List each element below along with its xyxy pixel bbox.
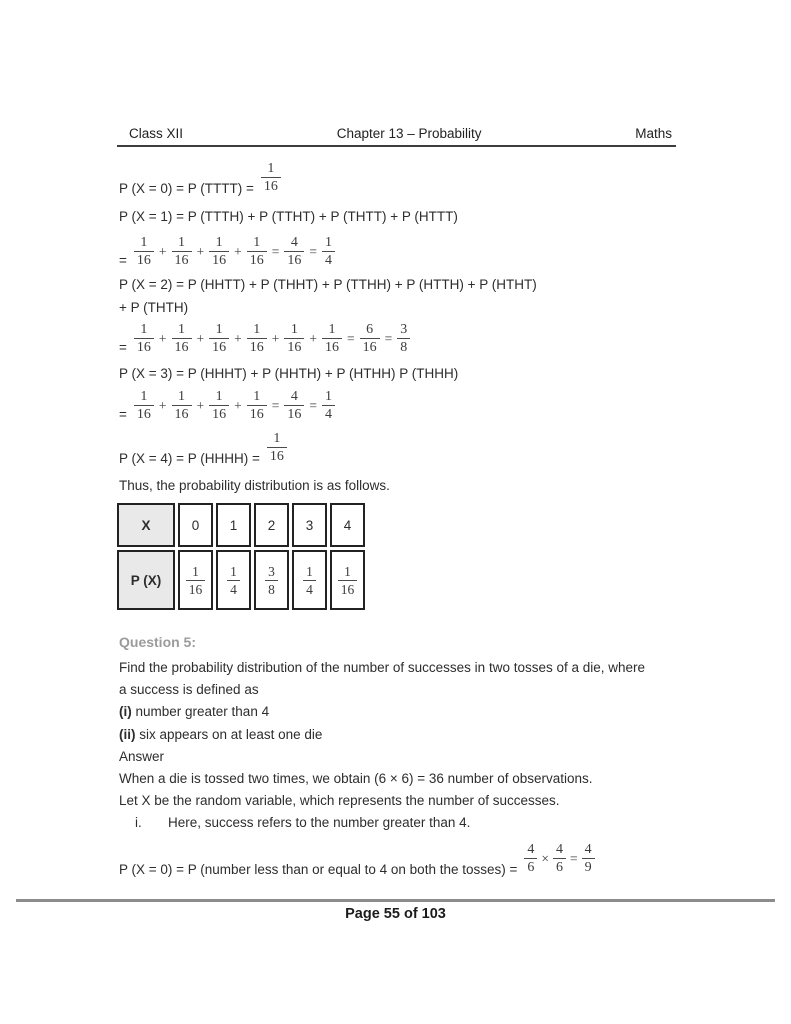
fraction-numerator: 1 xyxy=(209,322,229,339)
fraction-numerator: 4 xyxy=(553,842,566,859)
fraction-denominator: 6 xyxy=(527,859,535,875)
fraction-numerator: 1 xyxy=(209,389,229,406)
list-item-i-marker: i. xyxy=(135,815,142,831)
page-footer xyxy=(0,899,791,922)
fraction xyxy=(209,235,229,268)
fraction-denominator: 16 xyxy=(249,340,264,355)
fraction-denominator: 16 xyxy=(188,581,203,597)
fraction-numerator: 1 xyxy=(338,564,358,581)
fraction-numerator: 1 xyxy=(134,389,154,406)
math-operator: = xyxy=(119,407,127,422)
fraction xyxy=(209,389,229,422)
fraction-numerator: 1 xyxy=(322,389,335,406)
math-operator: + xyxy=(234,330,242,346)
fraction-numerator: 1 xyxy=(227,564,240,581)
list-item-i-text: Here, success refers to the number greater than 4. xyxy=(168,815,471,831)
fraction xyxy=(247,322,267,355)
formula-row-x1 xyxy=(119,235,681,268)
fraction-denominator: 16 xyxy=(136,407,151,422)
header-subject-label: Maths xyxy=(635,126,672,141)
fraction-denominator: 6 xyxy=(556,859,563,875)
fraction-denominator: 9 xyxy=(584,859,592,875)
math-operator: + xyxy=(158,330,167,346)
text-line xyxy=(119,746,681,768)
x-value-cell: 4 xyxy=(330,503,365,547)
fraction-numerator: 3 xyxy=(265,564,278,581)
fraction-numerator: 1 xyxy=(134,322,154,339)
math-operator: = xyxy=(347,330,355,346)
footer-divider xyxy=(16,899,775,902)
probability-value-cell xyxy=(178,550,213,610)
fraction-denominator: 16 xyxy=(325,340,340,355)
fraction-numerator: 4 xyxy=(524,842,537,859)
fraction-numerator: 1 xyxy=(322,235,335,252)
text-line xyxy=(119,790,681,812)
math-operator: + xyxy=(234,397,242,413)
header-chapter-label: Chapter 13 – Probability xyxy=(336,126,482,141)
fraction-numerator: 1 xyxy=(322,322,342,339)
fraction-denominator: 16 xyxy=(136,253,151,268)
probability-line-x0 xyxy=(119,161,681,196)
probability-line-x0-text: P (X = 0) = P (TTTT) = xyxy=(119,181,254,196)
fraction xyxy=(261,161,281,194)
fraction xyxy=(322,322,342,355)
fraction-denominator: 16 xyxy=(249,253,264,268)
fraction-numerator: 4 xyxy=(284,235,304,252)
page-content xyxy=(119,161,681,877)
header-class-label: Class XII xyxy=(129,126,184,141)
fraction xyxy=(322,235,335,268)
fraction-numerator: 1 xyxy=(247,389,267,406)
fraction-numerator: 1 xyxy=(172,235,192,252)
fraction-denominator: 16 xyxy=(174,407,189,422)
fraction-numerator: 1 xyxy=(247,322,267,339)
fraction-numerator: 1 xyxy=(172,322,192,339)
x-value-cell: 2 xyxy=(254,503,289,547)
math-operator: = xyxy=(570,850,578,866)
fraction-numerator: 1 xyxy=(303,564,316,581)
row-header-cell: X xyxy=(117,503,175,547)
math-operator: + xyxy=(309,330,318,346)
math-operator: + xyxy=(196,243,205,259)
probability-line-x2-continued: + P (THTH) xyxy=(119,300,189,315)
fraction-denominator: 16 xyxy=(263,179,278,194)
text-line xyxy=(119,724,681,746)
fraction xyxy=(338,564,358,597)
fraction-numerator: 4 xyxy=(582,842,595,859)
fraction-denominator: 4 xyxy=(230,581,237,597)
math-operator: = xyxy=(309,243,318,259)
fraction xyxy=(186,564,206,597)
row-header-cell: P (X) xyxy=(117,550,175,610)
math-operator: = xyxy=(271,397,280,413)
fraction xyxy=(360,322,380,355)
formula-row-x3 xyxy=(119,389,681,422)
fraction xyxy=(284,389,304,422)
table-row-x xyxy=(117,503,365,547)
probability-value-cell xyxy=(216,550,251,610)
fraction-numerator: 1 xyxy=(134,235,154,252)
fraction-denominator: 16 xyxy=(212,253,227,268)
fraction-numerator: 1 xyxy=(267,431,287,448)
fraction-denominator: 4 xyxy=(325,407,333,422)
fraction-denominator: 16 xyxy=(287,407,302,422)
x-value-cell: 1 xyxy=(216,503,251,547)
math-operator: + xyxy=(196,397,205,413)
question5-heading: Question 5: xyxy=(119,634,197,650)
fraction xyxy=(134,322,154,355)
distribution-table xyxy=(114,500,368,613)
fraction xyxy=(322,389,335,422)
fraction xyxy=(247,235,267,268)
line-text: a success is defined as xyxy=(119,682,259,698)
fraction xyxy=(524,842,537,875)
math-operator: + xyxy=(196,330,205,346)
math-operator: + xyxy=(271,330,280,346)
fraction xyxy=(397,322,410,355)
formula-row-x2 xyxy=(119,322,681,355)
probability-line-q5-x0-math xyxy=(524,842,594,875)
fraction-denominator: 16 xyxy=(269,449,284,464)
probability-value-cell xyxy=(292,550,327,610)
fraction xyxy=(303,564,316,597)
fraction-denominator: 16 xyxy=(249,407,264,422)
math-operator: = xyxy=(384,330,393,346)
fraction xyxy=(172,389,192,422)
fraction-denominator: 16 xyxy=(136,340,151,355)
fraction-numerator: 3 xyxy=(397,322,410,339)
line-text: Find the probability distribution of the number of successes in two tosses of a die, where xyxy=(119,660,646,675)
table-row-px xyxy=(117,550,365,610)
page-number: Page 55 of 103 xyxy=(345,906,446,922)
probability-line-x0-fraction xyxy=(261,161,281,194)
text-line xyxy=(119,657,681,679)
fraction xyxy=(134,235,154,268)
fraction xyxy=(172,322,192,355)
distribution-intro-line: Thus, the probability distribution is as follows. xyxy=(119,478,390,493)
fraction xyxy=(209,322,229,355)
math-operator: + xyxy=(158,243,167,259)
fraction xyxy=(582,842,595,875)
fraction-numerator: 1 xyxy=(186,564,206,581)
probability-line-x4 xyxy=(119,431,681,466)
line-text: number greater than 4 xyxy=(131,704,270,720)
probability-line-x4-text: P (X = 4) = P (HHHH) = xyxy=(119,451,260,466)
fraction-numerator: 1 xyxy=(209,235,229,252)
line-text: When a die is tossed two times, we obtain (6 × 6) = 36 number of observations. xyxy=(119,771,593,787)
fraction-numerator: 1 xyxy=(261,161,281,178)
fraction-denominator: 8 xyxy=(400,340,408,355)
math-operator: + xyxy=(234,243,242,259)
fraction xyxy=(284,235,304,268)
bold-marker: (i) xyxy=(119,704,132,720)
text-line xyxy=(119,701,681,723)
fraction xyxy=(267,431,287,464)
fraction xyxy=(247,389,267,422)
list-item-i xyxy=(135,812,681,834)
fraction-denominator: 16 xyxy=(174,253,189,268)
fraction-denominator: 16 xyxy=(362,340,377,355)
probability-value-cell xyxy=(254,550,289,610)
text-line xyxy=(119,679,681,701)
fraction-denominator: 16 xyxy=(212,407,227,422)
fraction-denominator: 8 xyxy=(268,581,275,597)
probability-line-q5-x0-text: P (X = 0) = P (number less than or equal to 4 on both the tosses) = xyxy=(119,861,518,877)
math-operator: + xyxy=(158,397,167,413)
probability-line-x2: P (X = 2) = P (HHTT) + P (THHT) + P (TTHH) + P (HTTH) + P (HTHT) xyxy=(119,277,537,292)
probability-value-cell xyxy=(330,550,365,610)
math-operator: = xyxy=(119,253,127,268)
fraction xyxy=(553,842,566,875)
question5-body xyxy=(119,657,681,812)
fraction-numerator: 1 xyxy=(284,322,304,339)
fraction xyxy=(284,322,304,355)
probability-line-x3: P (X = 3) = P (HHHT) + P (HHTH) + P (HTHH) P (THHH) xyxy=(119,366,459,381)
line-text: Let X be the random variable, which represents the number of successes. xyxy=(119,793,560,809)
fraction-numerator: 1 xyxy=(247,235,267,252)
fraction-numerator: 4 xyxy=(284,389,304,406)
fraction-denominator: 16 xyxy=(174,340,189,355)
x-value-cell: 0 xyxy=(178,503,213,547)
fraction-denominator: 4 xyxy=(325,253,333,268)
fraction-numerator: 6 xyxy=(360,322,380,339)
fraction-numerator: 1 xyxy=(172,389,192,406)
math-operator: × xyxy=(541,850,549,866)
fraction-denominator: 16 xyxy=(287,253,302,268)
text-line xyxy=(119,768,681,790)
fraction-denominator: 16 xyxy=(340,581,355,597)
fraction-denominator: 16 xyxy=(287,340,302,355)
fraction xyxy=(227,564,240,597)
fraction-denominator: 4 xyxy=(306,581,313,597)
math-operator: = xyxy=(271,243,280,259)
probability-line-q5-x0 xyxy=(119,842,681,877)
fraction xyxy=(172,235,192,268)
x-value-cell: 3 xyxy=(292,503,327,547)
fraction xyxy=(265,564,278,597)
fraction-denominator: 16 xyxy=(212,340,227,355)
math-operator: = xyxy=(119,340,127,355)
line-text: six appears on at least one die xyxy=(135,726,323,742)
bold-marker: (ii) xyxy=(119,726,136,742)
line-text: Answer xyxy=(119,748,165,764)
probability-line-x1: P (X = 1) = P (TTTH) + P (TTHT) + P (THTT) + P (HTTT) xyxy=(119,209,458,224)
probability-line-x4-fraction xyxy=(267,431,287,464)
fraction xyxy=(134,389,154,422)
math-operator: = xyxy=(309,397,318,413)
page-header xyxy=(117,126,676,147)
